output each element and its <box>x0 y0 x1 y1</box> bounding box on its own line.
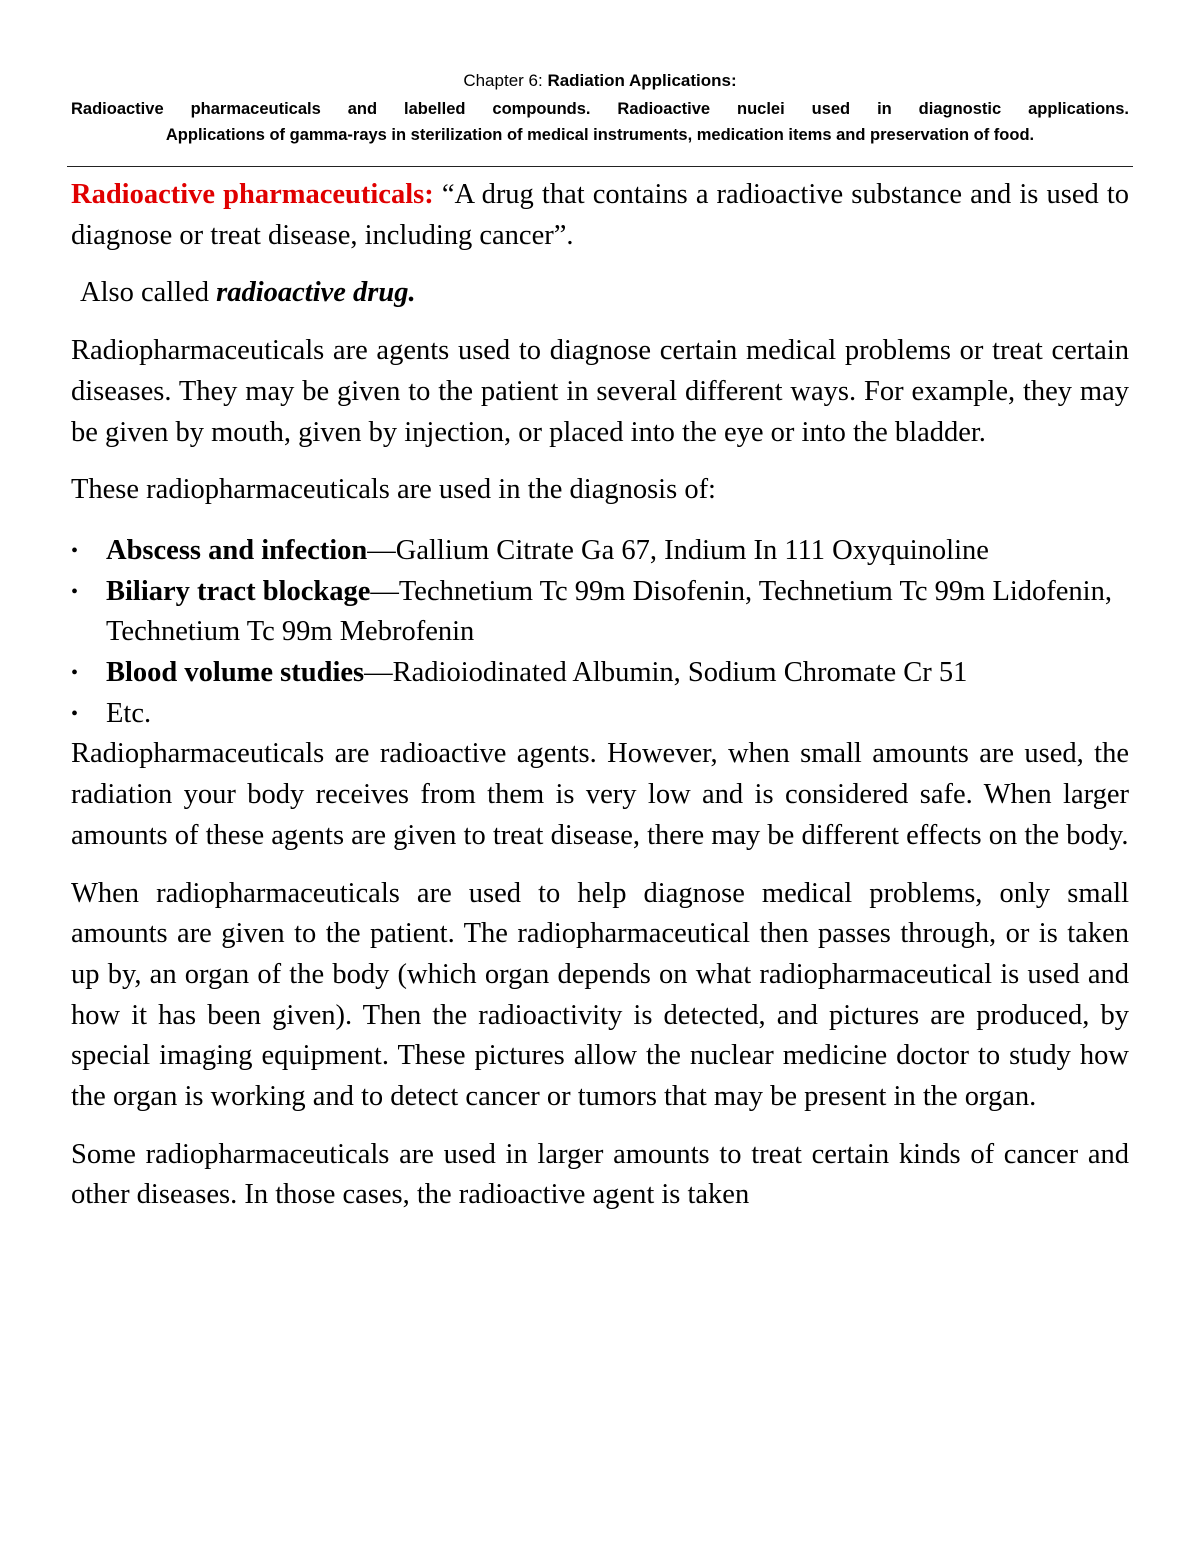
definition-term: Radioactive pharmaceuticals: <box>71 179 434 210</box>
paragraph-diagnostic-use: When radiopharmaceuticals are used to help diagnose medical problems, only small amounts are given to the patient. The radiopharmaceutical then passes through, or is taken up by, an organ of the body (which organ depends on what radiopharmaceutical is used and how it has been given). Then the radioactivity is detected, and pictures are produced, by special imaging equipment. These pictures allow the nuclear medicine doctor to study how the organ is working and to detect cancer or tumors that may be present in the organ. <box>71 877 1129 1113</box>
header-divider <box>67 166 1133 167</box>
also-called-term: radioactive drug. <box>216 277 416 309</box>
paragraph-agents: Radiopharmaceuticals are agents used to diagnose certain medical problems or treat certain diseases. They may be given to the patient in several different ways. For example, they may be given by mouth, given by injection, or placed into the eye or into the bladder. <box>71 335 1129 448</box>
list-item-category: Blood volume studies <box>106 657 365 689</box>
list-item <box>71 694 1129 735</box>
definition-paragraph <box>71 175 1129 256</box>
list-item <box>71 531 1129 572</box>
chapter-description-line-2: Applications of gamma-rays in sterilization of medical instruments, medication items and preservation of food. <box>165 126 1035 144</box>
list-item-agents: —Radioiodinated Albumin, Sodium Chromate Cr 51 <box>364 657 968 689</box>
also-called-paragraph <box>71 273 1129 314</box>
document-body <box>71 175 1129 1216</box>
list-item-agents: —Technetium Tc 99m Disofenin, Technetium Tc 99m Lidofenin, Technetium Tc 99m Mebrofenin <box>106 575 1112 648</box>
bullet-icon: • <box>71 702 79 725</box>
list-item-category: Biliary tract blockage <box>106 575 371 607</box>
bullet-icon: • <box>71 662 79 685</box>
list-item <box>71 572 1129 653</box>
paragraph-safety: Radiopharmaceuticals are radioactive agents. However, when small amounts are used, the radiation your body receives from them is very low and is considered safe. When larger amounts of these agents are given to treat disease, there may be different effects on the body. <box>71 738 1129 851</box>
bullet-icon: • <box>71 580 79 603</box>
chapter-topic: Radiation Applications: <box>547 71 737 90</box>
list-item-agents: Etc. <box>106 697 152 729</box>
chapter-prefix: Chapter 6: <box>463 71 548 90</box>
list-item-agents: —Gallium Citrate Ga 67, Indium In 111 Oxyquinoline <box>367 534 989 566</box>
bullet-icon: • <box>71 539 79 562</box>
document-page <box>71 70 1129 1216</box>
chapter-heading <box>71 70 1129 91</box>
paragraph-treatment-use: Some radiopharmaceuticals are used in larger amounts to treat certain kinds of cancer and other diseases. In those cases, the radioactive agent is taken <box>71 1138 1129 1211</box>
also-called-prefix: Also called <box>80 277 217 309</box>
list-item <box>71 653 1129 694</box>
chapter-description-line-1: Radioactive pharmaceuticals and labelled compounds. Radioactive nuclei used in diagnostic applications. <box>71 100 1129 118</box>
list-item-category: Abscess and infection <box>106 534 368 566</box>
definition-text: “A drug that contains a radioactive substance and is used to diagnose or treat disease, including cancer”. <box>71 179 1130 251</box>
paragraph-diagnosis-intro: These radiopharmaceuticals are used in the diagnosis of: <box>71 474 716 506</box>
chapter-description <box>71 96 1129 148</box>
diagnosis-list <box>71 531 1129 735</box>
